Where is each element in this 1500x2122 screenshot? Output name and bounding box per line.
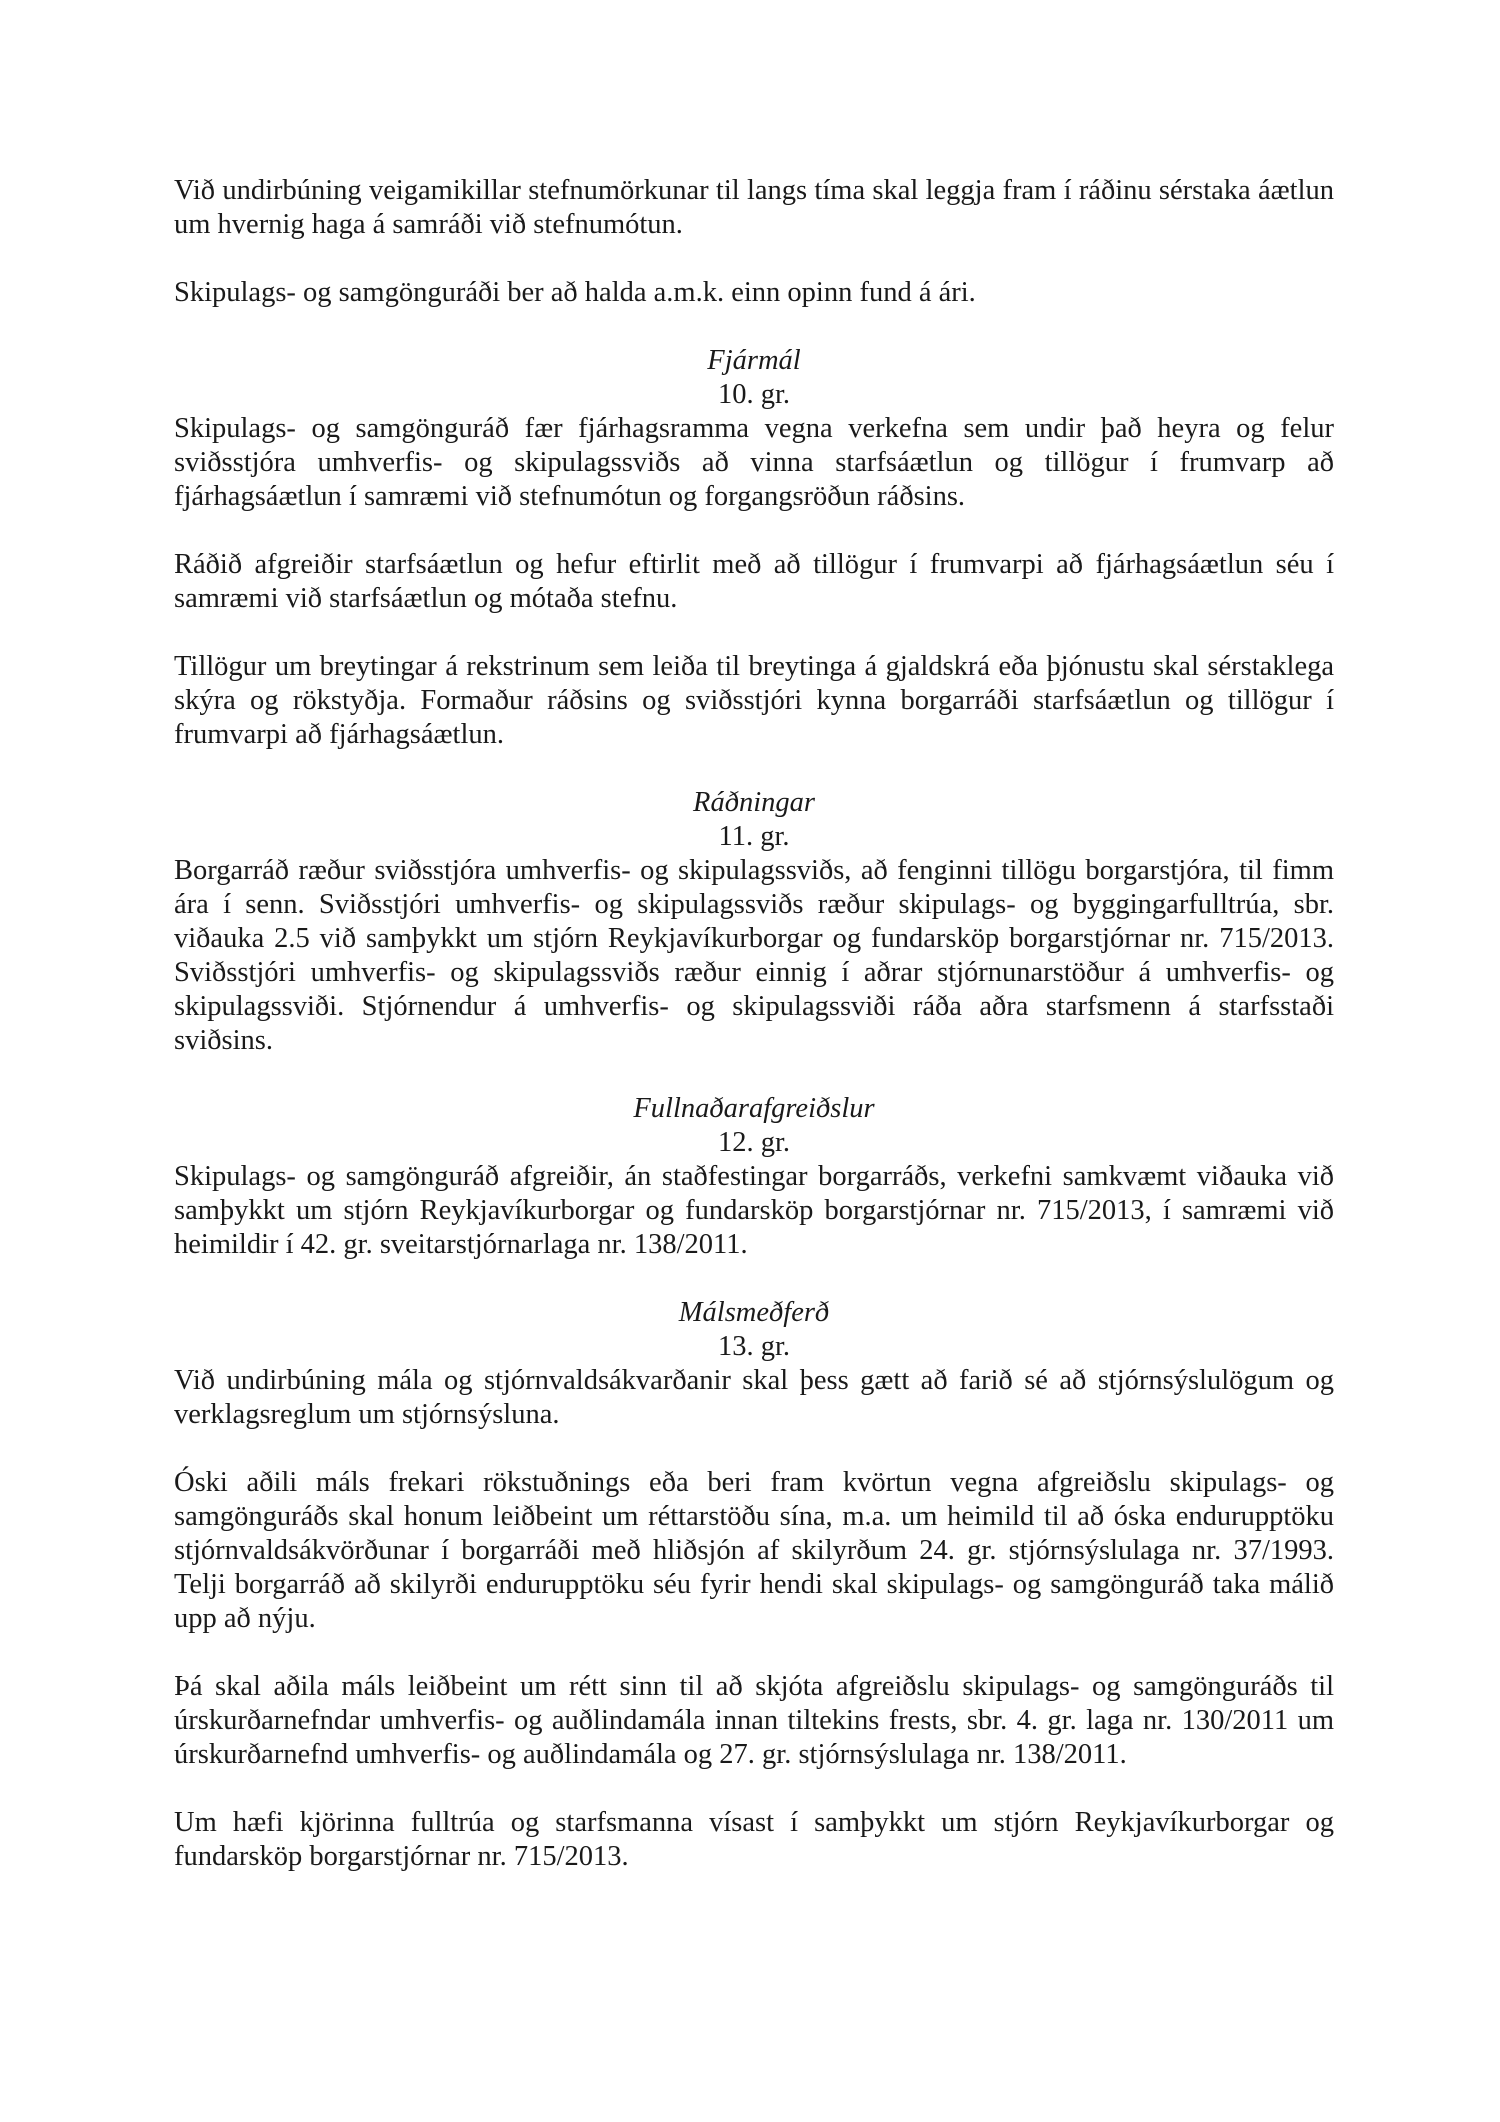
section-radningar — [174, 786, 1334, 1058]
section-malsmedferd — [174, 1296, 1334, 1874]
section-paragraph: Skipulags- og samgönguráð afgreiðir, án staðfestingar borgarráðs, verkefni samkvæmt viðauka við samþykkt um stjórn Reykjavíkurborgar og fundarsköp borgarstjórnar nr. 715/2013, í samræmi við heimildir í 42. gr. sveitarstjórnarlaga nr. 138/2011. — [174, 1161, 1334, 1260]
intro-paragraph-2: Skipulags- og samgönguráði ber að halda a.m.k. einn opinn fund á ári. — [174, 277, 976, 308]
article-number: 12. gr. — [717, 1127, 791, 1158]
section-heading: Ráðningar — [693, 787, 815, 818]
section-paragraph: Tillögur um breytingar á rekstrinum sem leiða til breytinga á gjaldskrá eða þjónustu skal sérstaklega skýra og rökstyðja. Formaður ráðsins og sviðsstjóri kynna borgarráði starfsáætlun og tillögur í frumvarpi að fjárhagsáætlun. — [174, 651, 1334, 750]
document-page — [174, 174, 1334, 1908]
section-paragraph: Óski aðili máls frekari rökstuðnings eða beri fram kvörtun vegna afgreiðslu skipulags- og samgönguráðs skal honum leiðbeint um réttarstöðu sína, m.a. um heimild til að óska endurupptöku stjórnvaldsákvörðunar í borgarráði með hliðsjón af skilyrðum 24. gr. stjórnsýslulaga nr. 37/1993. Telji borgarráð að skilyrði endurupptöku séu fyrir hendi skal skipulags- og samgönguráð taka málið upp að nýju. — [174, 1467, 1334, 1634]
article-number: 13. gr. — [717, 1331, 791, 1362]
section-fullnadarafgreidslur — [174, 1092, 1334, 1262]
section-paragraph: Við undirbúning mála og stjórnvaldsákvarðanir skal þess gætt að farið sé að stjórnsýslulögum og verklagsreglum um stjórnsýsluna. — [174, 1365, 1334, 1430]
section-paragraph: Ráðið afgreiðir starfsáætlun og hefur eftirlit með að tillögur í frumvarpi að fjárhagsáætlun séu í samræmi við starfsáætlun og mótaða stefnu. — [174, 549, 1334, 614]
section-heading: Fullnaðarafgreiðslur — [633, 1093, 875, 1124]
section-paragraph: Um hæfi kjörinna fulltrúa og starfsmanna vísast í samþykkt um stjórn Reykjavíkurborgar og fundarsköp borgarstjórnar nr. 715/2013. — [174, 1807, 1334, 1872]
article-number: 10. gr. — [717, 379, 791, 410]
intro-paragraph-1: Við undirbúning veigamikillar stefnumörkunar til langs tíma skal leggja fram í ráðinu sérstaka áætlun um hvernig haga á samráði við stefnumótun. — [174, 175, 1334, 240]
section-fjarmal — [174, 344, 1334, 752]
section-heading: Fjármál — [707, 345, 801, 376]
article-number: 11. gr. — [718, 821, 790, 852]
section-heading: Málsmeðferð — [678, 1297, 830, 1328]
section-paragraph: Borgarráð ræður sviðsstjóra umhverfis- og skipulagssviðs, að fenginni tillögu borgarstjóra, til fimm ára í senn. Sviðsstjóri umhverfis- og skipulagssviðs ræður skipulags- og byggingarfulltrúa, sbr. viðauka 2.5 við samþykkt um stjórn Reykjavíkurborgar og fundarsköp borgarstjórnar nr. 715/2013. Sviðsstjóri umhverfis- og skipulagssviðs ræður einnig í aðrar stjórnunarstöður á umhverfis- og skipulagssviði. Stjórnendur á umhverfis- og skipulagssviði ráða aðra starfsmenn á starfsstaði sviðsins. — [174, 855, 1334, 1056]
section-paragraph: Skipulags- og samgönguráð fær fjárhagsramma vegna verkefna sem undir það heyra og felur sviðsstjóra umhverfis- og skipulagssviðs að vinna starfsáætlun og tillögur í frumvarp að fjárhagsáætlun í samræmi við stefnumótun og forgangsröðun ráðsins. — [174, 413, 1334, 512]
section-paragraph: Þá skal aðila máls leiðbeint um rétt sinn til að skjóta afgreiðslu skipulags- og samgönguráðs til úrskurðarnefndar umhverfis- og auðlindamála innan tiltekins frests, sbr. 4. gr. laga nr. 130/2011 um úrskurðarnefnd umhverfis- og auðlindamála og 27. gr. stjórnsýslulaga nr. 138/2011. — [174, 1671, 1334, 1770]
